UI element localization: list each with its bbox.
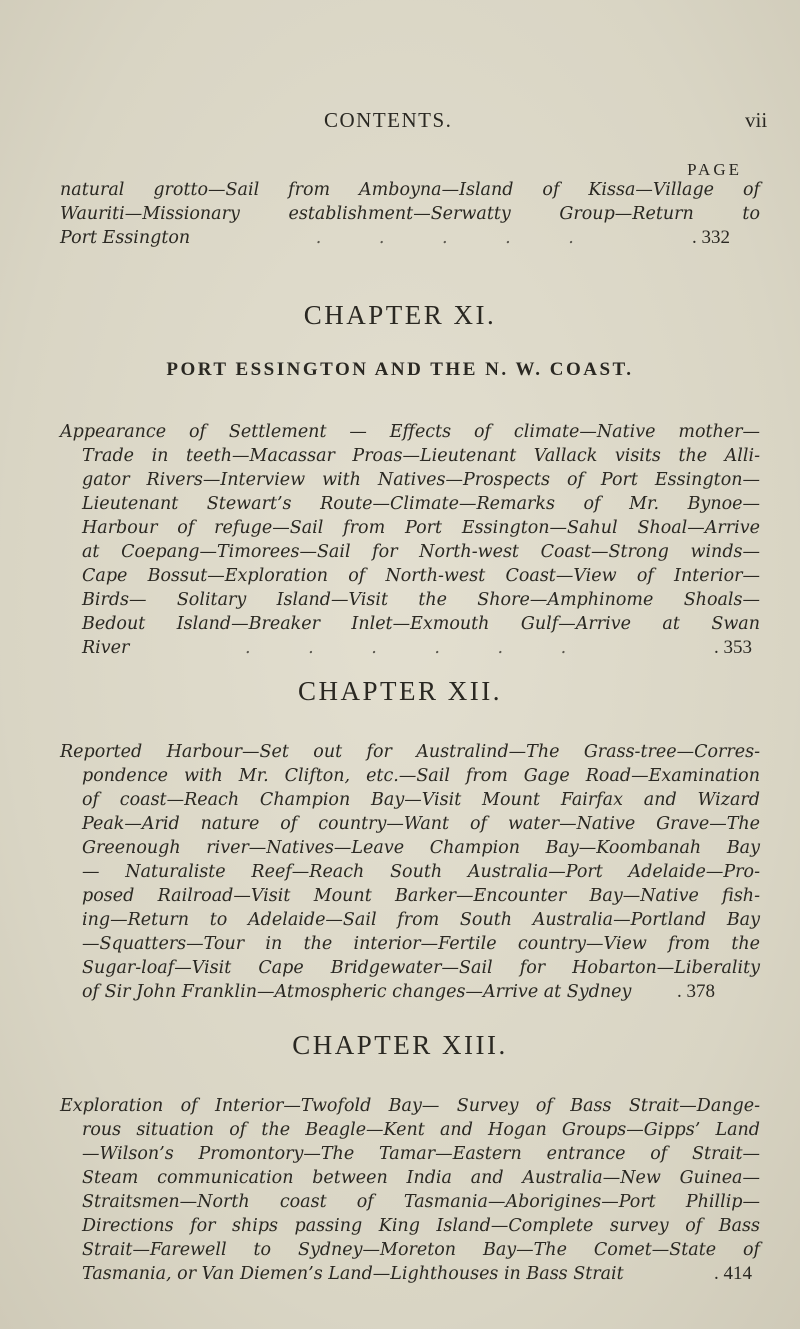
chapter-summary <box>60 1094 760 1286</box>
entry-line-last <box>82 636 760 660</box>
chapter-summary <box>60 420 760 660</box>
entry-line: rous situation of the Beagle—Kent and Hogan Groups—Gipps’ Land <box>82 1120 760 1140</box>
entry-line: Directions for ships passing King Island—Complete survey of Bass <box>82 1216 760 1236</box>
entry-line-text: of Sir John Franklin—Atmospheric changes—Arrive at Sydney <box>82 982 632 1002</box>
contents-entry-continued <box>60 178 760 250</box>
entry-line-last <box>82 980 760 1004</box>
entry-line: Birds— Solitary Island—Visit the Shore—Amphinome Shoals— <box>82 590 760 610</box>
entry-line: Reported Harbour—Set out for Australind—The Grass-tree—Corres- <box>60 742 760 762</box>
entry-line-text: River <box>82 638 130 658</box>
entry-line: Sugar-loaf—Visit Cape Bridgewater—Sail for Hobarton—Liberality <box>82 958 760 978</box>
page-reference: . 414 <box>714 1263 752 1284</box>
page-reference: . 353 <box>714 637 752 658</box>
chapter-heading: CHAPTER XI. <box>303 300 497 330</box>
chapter-heading: CHAPTER XIII. <box>292 1030 508 1060</box>
entry-line: Greenough river—Natives—Leave Champion Bay—Koombanah Bay <box>82 838 760 858</box>
entry-line: Straitsmen—North coast of Tasmania—Aborigines—Port Phillip— <box>82 1192 760 1212</box>
page-column-label: PAGE <box>687 160 742 179</box>
page-reference: . 378 <box>677 981 715 1002</box>
entry-line: Harbour of refuge—Sail from Port Essington—Sahul Shoal—Arrive <box>82 518 760 538</box>
running-title: CONTENTS. <box>324 108 453 132</box>
chapter-heading: CHAPTER XII. <box>298 676 502 706</box>
entry-line: Peak—Arid nature of country—Want of water—Native Grave—The <box>82 814 760 834</box>
entry-line-last <box>60 226 760 250</box>
entry-line-last <box>82 1262 760 1286</box>
entry-line: Wauriti—Missionary establishment—Serwatty Group—Return to <box>60 204 760 224</box>
entry-line: posed Railroad—Visit Mount Barker—Encounter Bay—Native fish- <box>82 886 760 906</box>
entry-line: Appearance of Settlement — Effects of climate—Native mother— <box>60 422 760 442</box>
entry-line: Steam communication between India and Australia—New Guinea— <box>82 1168 760 1188</box>
entry-line: at Coepang—Timorees—Sail for North-west Coast—Strong winds— <box>82 542 760 562</box>
entry-line: Bedout Island—Breaker Inlet—Exmouth Gulf—Arrive at Swan <box>82 614 760 634</box>
entry-line: Cape Bossut—Exploration of North-west Coast—View of Interior— <box>82 566 760 586</box>
chapter-summary <box>60 740 760 1004</box>
chapter-subtitle: PORT ESSINGTON AND THE N. W. COAST. <box>166 359 634 380</box>
entry-line: natural grotto—Sail from Amboyna—Island of Kissa—Village of <box>60 180 760 200</box>
entry-line-text: Tasmania, or Van Diemen’s Land—Lighthouses in Bass Strait <box>82 1264 624 1284</box>
entry-line: pondence with Mr. Clifton, etc.—Sail from Gage Road—Examination <box>82 766 760 786</box>
entry-line: Trade in teeth—Macassar Proas—Lieutenant Vallack visits the Alli- <box>82 446 760 466</box>
folio-number: vii <box>745 108 768 132</box>
entry-line: Exploration of Interior—Twofold Bay— Survey of Bass Strait—Dange- <box>60 1096 760 1116</box>
entry-line: —Squatters—Tour in the interior—Fertile country—View from the <box>82 934 760 954</box>
page-reference: . 332 <box>692 227 730 248</box>
entry-line: ing—Return to Adelaide—Sail from South Australia—Portland Bay <box>82 910 760 930</box>
dot-leaders: . . . . . . <box>244 638 593 658</box>
entry-line: Lieutenant Stewart’s Route—Climate—Remarks of Mr. Bynoe— <box>82 494 760 514</box>
entry-line: — Naturaliste Reef—Reach South Australia—Port Adelaide—Pro- <box>82 862 760 882</box>
entry-line: of coast—Reach Champion Bay—Visit Mount Fairfax and Wizard <box>82 790 760 810</box>
dot-leaders: . . . . . <box>315 228 600 248</box>
running-head <box>0 108 800 138</box>
entry-line: —Wilson’s Promontory—The Tamar—Eastern entrance of Strait— <box>82 1144 760 1164</box>
entry-line-text: Port Essington <box>60 228 191 248</box>
entry-line: Strait—Farewell to Sydney—Moreton Bay—The Comet—State of <box>82 1240 760 1260</box>
entry-line: gator Rivers—Interview with Natives—Prospects of Port Essington— <box>82 470 760 490</box>
